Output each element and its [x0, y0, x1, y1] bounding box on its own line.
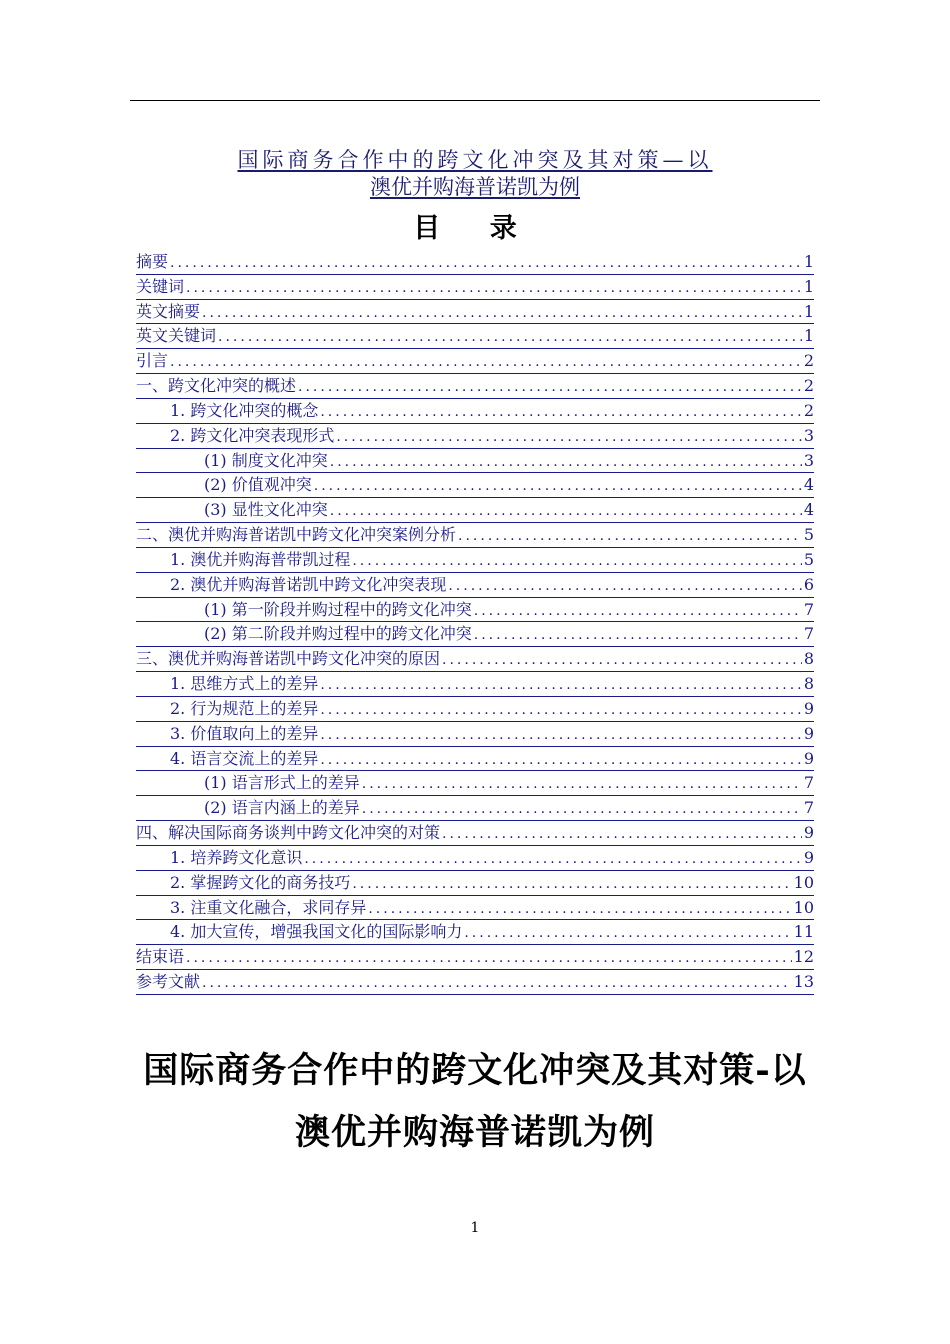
table-of-contents	[136, 250, 814, 995]
toc-entry[interactable]	[136, 275, 814, 300]
toc-entry-label: 结束语	[136, 947, 185, 967]
toc-leader-dots	[352, 872, 791, 897]
toc-entry-label: (1) 语言形式上的差异	[204, 773, 360, 793]
toc-entry-page: 7	[803, 624, 814, 644]
toc-entry-page: 7	[803, 798, 814, 818]
toc-entry-page: 13	[793, 972, 814, 992]
toc-entry[interactable]	[136, 548, 814, 573]
toc-entry-label: 三、澳优并购海普诺凯中跨文化冲突的原因	[136, 649, 441, 669]
toc-entry-label: 摘要	[136, 252, 169, 271]
toc-entry-page: 7	[803, 599, 814, 619]
toc-entry[interactable]	[136, 250, 814, 275]
toc-leader-dots	[362, 797, 802, 822]
toc-entry[interactable]	[136, 722, 814, 747]
toc-entry[interactable]	[136, 846, 814, 871]
toc-leader-dots	[320, 400, 801, 425]
toc-leader-dots	[352, 549, 801, 574]
toc-entry[interactable]	[136, 945, 814, 970]
toc-entry[interactable]	[136, 796, 814, 821]
toc-entry-page: 10	[793, 897, 814, 917]
toc-entry-page: 4	[803, 500, 814, 520]
toc-entry[interactable]	[136, 871, 814, 896]
toc-entry-label: 引言	[136, 351, 169, 371]
toc-entry-label: 2. 澳优并购海普诺凯中跨文化冲突表现	[170, 574, 447, 594]
toc-entry-page: 11	[793, 922, 814, 942]
toc-heading: 目 录	[413, 213, 537, 244]
toc-entry[interactable]	[136, 374, 814, 399]
toc-entry-label: (1) 制度文化冲突	[204, 450, 328, 470]
toc-leader-dots	[298, 375, 802, 400]
toc-entry-label: 3. 价值取向上的差异	[170, 723, 319, 743]
toc-entry-page: 7	[803, 773, 814, 793]
toc-leader-dots	[474, 623, 802, 648]
toc-entry[interactable]	[136, 523, 814, 548]
header-rule	[130, 100, 820, 101]
toc-leader-dots	[320, 698, 801, 723]
page-number: 1	[470, 1220, 480, 1236]
toc-entry[interactable]	[136, 970, 814, 995]
toc-entry[interactable]	[136, 672, 814, 697]
toc-leader-dots	[186, 946, 792, 971]
toc-leader-dots	[336, 425, 801, 450]
toc-entry-page: 2	[803, 376, 814, 396]
toc-leader-dots	[202, 971, 792, 996]
toc-entry-label: 4. 语言交流上的差异	[170, 748, 319, 768]
toc-entry-label: 2. 跨文化冲突表现形式	[170, 425, 335, 445]
toc-entry-label: 四、解决国际商务谈判中跨文化冲突的对策	[136, 823, 441, 843]
toc-entry[interactable]	[136, 920, 814, 945]
toc-entry[interactable]	[136, 424, 814, 449]
toc-entry-page: 6	[803, 574, 814, 594]
toc-leader-dots	[474, 599, 802, 624]
toc-entry[interactable]	[136, 747, 814, 772]
toc-leader-dots	[170, 251, 802, 276]
toc-leader-dots	[458, 524, 802, 549]
toc-entry-label: 1. 思维方式上的差异	[170, 674, 319, 694]
toc-leader-dots	[186, 276, 802, 301]
toc-entry-label: 2. 行为规范上的差异	[170, 698, 319, 718]
header-title-line2: 澳优并购海普诺凯为例	[370, 175, 580, 199]
toc-entry-page: 2	[803, 351, 814, 371]
toc-entry-label: (3) 显性文化冲突	[204, 500, 328, 520]
toc-entry[interactable]	[136, 324, 814, 349]
toc-entry-page: 12	[793, 947, 814, 967]
toc-leader-dots	[362, 772, 802, 797]
toc-entry-label: 关键词	[136, 276, 185, 296]
toc-leader-dots	[304, 847, 801, 872]
toc-entry[interactable]	[136, 697, 814, 722]
toc-leader-dots	[368, 897, 791, 922]
toc-entry[interactable]	[136, 498, 814, 523]
toc-entry-label: 参考文献	[136, 972, 201, 992]
toc-entry-label: 二、澳优并购海普诺凯中跨文化冲突案例分析	[136, 525, 457, 545]
toc-entry[interactable]	[136, 300, 814, 325]
toc-entry-page: 9	[803, 723, 814, 743]
toc-entry-page: 9	[803, 847, 814, 867]
toc-entry-page: 1	[803, 276, 814, 296]
toc-entry[interactable]	[136, 647, 814, 672]
toc-leader-dots	[464, 921, 791, 946]
document-title	[100, 1040, 850, 1164]
toc-entry[interactable]	[136, 449, 814, 474]
toc-entry-page: 4	[803, 475, 814, 495]
toc-entry-page: 1	[803, 326, 814, 346]
toc-leader-dots	[320, 748, 801, 773]
toc-entry[interactable]	[136, 821, 814, 846]
toc-entry-page: 8	[803, 674, 814, 694]
toc-entry-label: 3. 注重文化融合，求同存异	[170, 897, 367, 917]
toc-entry-page: 1	[803, 301, 814, 321]
toc-leader-dots	[202, 301, 802, 326]
toc-entry-page: 5	[803, 525, 814, 545]
header-title	[130, 147, 820, 201]
toc-entry[interactable]	[136, 771, 814, 796]
toc-entry-page: 9	[803, 748, 814, 768]
toc-entry-label: 一、跨文化冲突的概述	[136, 376, 297, 396]
toc-leader-dots	[320, 673, 801, 698]
toc-entry-label: (1) 第一阶段并购过程中的跨文化冲突	[204, 599, 472, 619]
toc-entry[interactable]	[136, 598, 814, 623]
toc-leader-dots	[442, 822, 802, 847]
toc-entry-label: 4. 加大宣传，增强我国文化的国际影响力	[170, 922, 463, 942]
toc-entry-label: 1. 培养跨文化意识	[170, 847, 303, 867]
toc-entry-label: 1. 澳优并购海普带凯过程	[170, 549, 351, 569]
toc-entry-page: 9	[803, 698, 814, 718]
toc-entry-label: 英文摘要	[136, 301, 201, 321]
toc-entry-label: (2) 语言内涵上的差异	[204, 798, 360, 818]
toc-entry-page: 1	[803, 252, 814, 271]
toc-leader-dots	[218, 325, 802, 350]
toc-leader-dots	[314, 474, 802, 499]
toc-entry-page: 5	[803, 549, 814, 569]
toc-entry-label: (2) 价值观冲突	[204, 475, 312, 495]
toc-entry[interactable]	[136, 473, 814, 498]
toc-leader-dots	[170, 350, 802, 375]
toc-leader-dots	[442, 648, 802, 673]
toc-leader-dots	[330, 450, 802, 475]
toc-entry-label: 1. 跨文化冲突的概念	[170, 400, 319, 420]
toc-entry-page: 3	[803, 425, 814, 445]
toc-entry-page: 9	[803, 823, 814, 843]
toc-entry[interactable]	[136, 399, 814, 424]
toc-entry[interactable]	[136, 896, 814, 921]
toc-entry-label: 2. 掌握跨文化的商务技巧	[170, 872, 351, 892]
document-title-line1: 国际商务合作中的跨文化冲突及其对策-以	[143, 1050, 807, 1091]
header-title-line1: 国际商务合作中的跨文化冲突及其对策—以	[237, 148, 713, 172]
toc-entry-page: 2	[803, 400, 814, 420]
toc-leader-dots	[448, 574, 801, 599]
toc-entry-page: 3	[803, 450, 814, 470]
toc-leader-dots	[330, 499, 802, 524]
toc-entry-label: (2) 第二阶段并购过程中的跨文化冲突	[204, 624, 472, 644]
toc-entry[interactable]	[136, 573, 814, 598]
toc-entry[interactable]	[136, 622, 814, 647]
document-title-line2: 澳优并购海普诺凯为例	[294, 1112, 655, 1153]
toc-entry-label: 英文关键词	[136, 326, 217, 346]
toc-entry[interactable]	[136, 349, 814, 374]
toc-leader-dots	[320, 723, 801, 748]
toc-entry-page: 10	[793, 872, 814, 892]
toc-entry-page: 8	[803, 649, 814, 669]
